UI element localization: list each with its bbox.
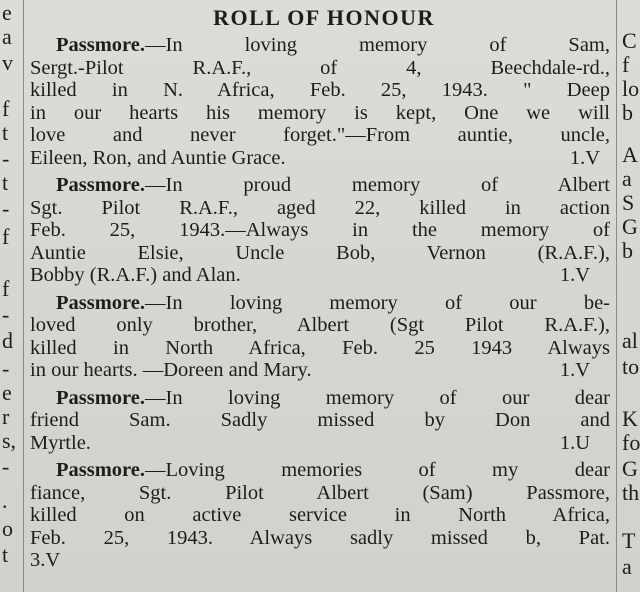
notice-line: loved only brother, Albert (Sgt Pilot R.A.F.), [30, 314, 610, 336]
left-fragment: s, [2, 428, 17, 453]
notice-name: Passmore. [56, 459, 146, 481]
notice-line: in our hearts his memory is kept, One we will [30, 101, 610, 124]
right-fragment: to [622, 354, 640, 379]
left-fragment: . [2, 488, 8, 513]
left-fragment: t [2, 542, 9, 567]
notice-ref: 1.U [559, 431, 590, 454]
notice-text: —In proud memory of Albert [145, 174, 610, 196]
column-rule-right [616, 0, 617, 592]
notice-line: Auntie Elsie, Uncle Bob, Vernon (R.A.F.), [30, 241, 610, 264]
notice-line: Feb. 25, 1943. Always sadly missed b, Pat. [30, 526, 610, 549]
notice-ref: 1.V [559, 359, 590, 381]
notice-line: Sergt.-Pilot R.A.F., of 4, Beechdale-rd., [30, 56, 610, 79]
right-fragment: a [622, 166, 632, 191]
notice-name: Passmore. [56, 174, 146, 196]
right-fragment: b [622, 100, 633, 125]
right-fragment: al [622, 328, 638, 353]
right-fragment: K [622, 406, 638, 431]
notice-line [30, 34, 610, 57]
memorial-notice [30, 174, 610, 287]
notice-line: killed on active service in North Africa, [30, 504, 610, 526]
notice-text: Myrtle. [30, 431, 91, 454]
notice-line: friend Sam. Sadly missed by Don and [30, 409, 610, 431]
right-fragment: f [622, 52, 630, 77]
notice-text: —Loving memories of my dear [145, 459, 610, 481]
left-fragment: t [2, 120, 9, 145]
right-fragment: lo [622, 76, 640, 101]
left-fragment: e [2, 380, 12, 405]
right-fragment: G [622, 214, 638, 239]
left-fragment: f [2, 276, 10, 301]
notice-line: Sgt. Pilot R.A.F., aged 22, killed in action [30, 196, 610, 219]
notice-line [30, 292, 610, 315]
notice-ref: 3.V [30, 549, 61, 571]
notice-ref: 1.V [569, 146, 600, 169]
notice-ref: 1.V [559, 264, 590, 286]
left-fragment: - [2, 302, 10, 327]
notice-text: —In loving memory of Sam, [145, 34, 610, 56]
roll-of-honour-column [30, 4, 610, 577]
left-fragment: - [2, 356, 10, 381]
notice-line [30, 264, 610, 287]
notice-line: love and never forget."—From auntie, uncle, [30, 124, 610, 146]
notice-line: Feb. 25, 1943.—Always in the memory of [30, 219, 610, 241]
left-fragment: - [2, 146, 10, 171]
notice-name: Passmore. [56, 34, 146, 56]
right-fragment: th [622, 480, 640, 505]
notice-text: in our hearts. —Doreen and Mary. [30, 359, 312, 381]
memorial-notice [30, 34, 610, 169]
notice-line [30, 359, 610, 382]
left-fragment: f [2, 96, 10, 121]
notice-text: —In loving memory of our be- [145, 291, 610, 314]
right-column-fragment [620, 0, 640, 592]
notice-text: Bobby (R.A.F.) and Alan. [30, 264, 241, 286]
left-fragment: e [2, 0, 12, 25]
notice-line [30, 459, 610, 482]
notice-line: fiance, Sgt. Pilot Albert (Sam) Passmore, [30, 481, 610, 504]
notice-name: Passmore. [56, 386, 146, 409]
notice-line: killed in N. Africa, Feb. 25, 1943. " Deep [30, 79, 610, 101]
right-fragment: G [622, 456, 638, 481]
left-fragment: f [2, 224, 10, 249]
left-fragment: v [2, 50, 13, 75]
section-heading: ROLL OF HONOUR [213, 5, 435, 30]
right-fragment: T [622, 528, 636, 553]
notice-text: Eileen, Ron, and Auntie Grace. [30, 146, 286, 169]
memorial-notice [30, 387, 610, 455]
notice-text: —In loving memory of our dear [145, 386, 610, 409]
left-fragment: - [2, 196, 10, 221]
right-fragment: C [622, 28, 637, 53]
notice-line: killed in North Africa, Feb. 25 1943 Always [30, 336, 610, 359]
right-fragment: b [622, 238, 633, 263]
right-fragment: fo [622, 430, 640, 455]
left-fragment: o [2, 516, 13, 541]
notice-name: Passmore. [56, 291, 146, 314]
left-fragment: - [2, 454, 10, 479]
left-fragment: d [2, 328, 13, 353]
left-fragment: r [2, 404, 10, 429]
notice-line [30, 387, 610, 410]
right-fragment: a [622, 554, 632, 579]
notice-line [30, 147, 610, 170]
notice-line [30, 432, 610, 455]
left-fragment: a [2, 24, 12, 49]
notice-line [30, 174, 610, 197]
left-fragment: t [2, 170, 9, 195]
right-fragment: A [622, 142, 638, 167]
left-column-fragment [0, 0, 22, 592]
memorial-notice [30, 459, 610, 572]
column-rule-left [23, 0, 24, 592]
memorial-notice [30, 292, 610, 382]
right-fragment: S [622, 190, 635, 215]
